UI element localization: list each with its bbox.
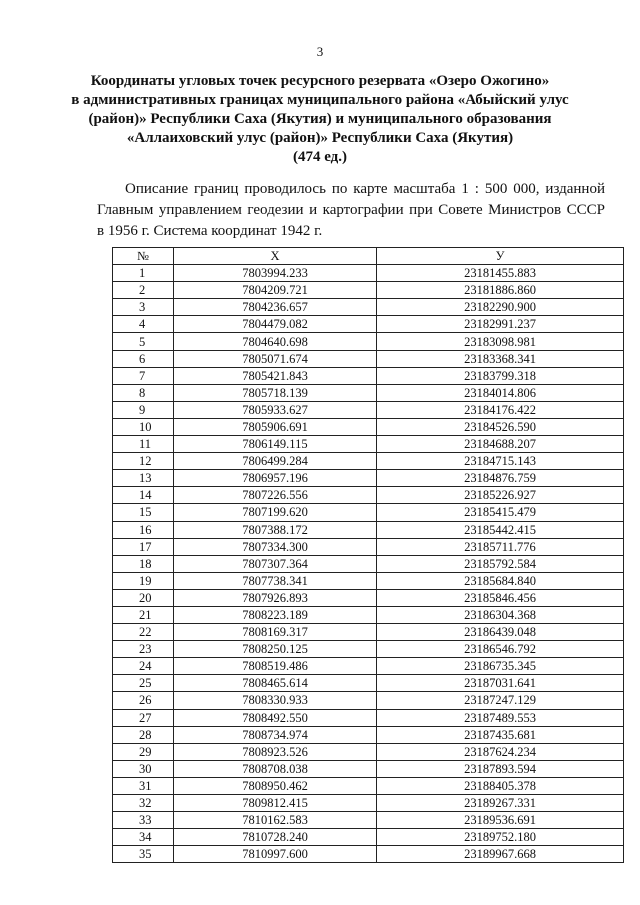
- point-number-cell: 16: [113, 521, 174, 538]
- document-title: [60, 72, 580, 167]
- x-coordinate-cell: 7806149.115: [174, 436, 377, 453]
- point-number-cell: 19: [113, 572, 174, 589]
- y-coordinate-cell: 23187624.234: [377, 743, 624, 760]
- point-number-cell: 31: [113, 777, 174, 794]
- x-coordinate-cell: 7804479.082: [174, 316, 377, 333]
- header-x: X: [174, 248, 377, 265]
- x-coordinate-cell: 7808923.526: [174, 743, 377, 760]
- table-row: [113, 572, 624, 589]
- point-number-cell: 24: [113, 658, 174, 675]
- y-coordinate-cell: 23184688.207: [377, 436, 624, 453]
- point-number-cell: 3: [113, 299, 174, 316]
- x-coordinate-cell: 7807334.300: [174, 538, 377, 555]
- table-row: [113, 692, 624, 709]
- table-row: [113, 709, 624, 726]
- point-number-cell: 33: [113, 812, 174, 829]
- y-coordinate-cell: 23181455.883: [377, 265, 624, 282]
- point-number-cell: 29: [113, 743, 174, 760]
- y-coordinate-cell: 23185415.479: [377, 504, 624, 521]
- table-row: [113, 384, 624, 401]
- coordinates-table: [112, 247, 624, 863]
- table-row: [113, 795, 624, 812]
- y-coordinate-cell: 23185846.456: [377, 589, 624, 606]
- point-number-cell: 13: [113, 470, 174, 487]
- coordinates-table-body: [113, 265, 624, 863]
- y-coordinate-cell: 23184176.422: [377, 401, 624, 418]
- point-number-cell: 22: [113, 624, 174, 641]
- x-coordinate-cell: 7807388.172: [174, 521, 377, 538]
- point-number-cell: 34: [113, 829, 174, 846]
- table-row: [113, 675, 624, 692]
- x-coordinate-cell: 7806499.284: [174, 453, 377, 470]
- table-row: [113, 282, 624, 299]
- x-coordinate-cell: 7808708.038: [174, 760, 377, 777]
- x-coordinate-cell: 7808465.614: [174, 675, 377, 692]
- y-coordinate-cell: 23181886.860: [377, 282, 624, 299]
- point-number-cell: 20: [113, 589, 174, 606]
- table-row: [113, 470, 624, 487]
- table-row: [113, 299, 624, 316]
- y-coordinate-cell: 23185226.927: [377, 487, 624, 504]
- x-coordinate-cell: 7805421.843: [174, 367, 377, 384]
- x-coordinate-cell: 7808519.486: [174, 658, 377, 675]
- table-row: [113, 589, 624, 606]
- x-coordinate-cell: 7807926.893: [174, 589, 377, 606]
- point-number-cell: 9: [113, 401, 174, 418]
- header-number: №: [113, 248, 174, 265]
- table-row: [113, 350, 624, 367]
- x-coordinate-cell: 7807738.341: [174, 572, 377, 589]
- x-coordinate-cell: 7809812.415: [174, 795, 377, 812]
- table-row: [113, 726, 624, 743]
- point-number-cell: 27: [113, 709, 174, 726]
- point-number-cell: 25: [113, 675, 174, 692]
- x-coordinate-cell: 7805071.674: [174, 350, 377, 367]
- table-row: [113, 777, 624, 794]
- x-coordinate-cell: 7803994.233: [174, 265, 377, 282]
- y-coordinate-cell: 23184876.759: [377, 470, 624, 487]
- x-coordinate-cell: 7804236.657: [174, 299, 377, 316]
- point-number-cell: 2: [113, 282, 174, 299]
- point-number-cell: 12: [113, 453, 174, 470]
- point-number-cell: 1: [113, 265, 174, 282]
- y-coordinate-cell: 23186439.048: [377, 624, 624, 641]
- point-number-cell: 14: [113, 487, 174, 504]
- y-coordinate-cell: 23187489.553: [377, 709, 624, 726]
- y-coordinate-cell: 23182991.237: [377, 316, 624, 333]
- table-row: [113, 829, 624, 846]
- table-row: [113, 521, 624, 538]
- table-row: [113, 333, 624, 350]
- y-coordinate-cell: 23185792.584: [377, 555, 624, 572]
- point-number-cell: 15: [113, 504, 174, 521]
- description-line: в 1956 г. Система координат 1942 г.: [97, 223, 323, 239]
- x-coordinate-cell: 7807307.364: [174, 555, 377, 572]
- table-row: [113, 760, 624, 777]
- x-coordinate-cell: 7804640.698: [174, 333, 377, 350]
- table-row: [113, 504, 624, 521]
- table-header-row: [113, 248, 624, 265]
- point-number-cell: 11: [113, 436, 174, 453]
- point-number-cell: 5: [113, 333, 174, 350]
- y-coordinate-cell: 23185442.415: [377, 521, 624, 538]
- header-y: У: [377, 248, 624, 265]
- table-row: [113, 418, 624, 435]
- y-coordinate-cell: 23182290.900: [377, 299, 624, 316]
- table-row: [113, 743, 624, 760]
- table-row: [113, 453, 624, 470]
- point-number-cell: 7: [113, 367, 174, 384]
- y-coordinate-cell: 23185684.840: [377, 572, 624, 589]
- title-line: в административных границах муниципального района «Абыйский улус: [71, 92, 569, 108]
- title-line: «Аллаиховский улус (район)» Республики Саха (Якутия): [126, 130, 514, 146]
- x-coordinate-cell: 7808734.974: [174, 726, 377, 743]
- y-coordinate-cell: 23186735.345: [377, 658, 624, 675]
- table-row: [113, 658, 624, 675]
- point-number-cell: 4: [113, 316, 174, 333]
- point-number-cell: 17: [113, 538, 174, 555]
- x-coordinate-cell: 7808169.317: [174, 624, 377, 641]
- y-coordinate-cell: 23184715.143: [377, 453, 624, 470]
- y-coordinate-cell: 23189267.331: [377, 795, 624, 812]
- point-number-cell: 28: [113, 726, 174, 743]
- point-number-cell: 35: [113, 846, 174, 863]
- x-coordinate-cell: 7805718.139: [174, 384, 377, 401]
- title-line: Координаты угловых точек ресурсного резервата «Озеро Ожогино»: [90, 73, 550, 89]
- table-row: [113, 641, 624, 658]
- y-coordinate-cell: 23187435.681: [377, 726, 624, 743]
- y-coordinate-cell: 23189536.691: [377, 812, 624, 829]
- table-row: [113, 436, 624, 453]
- table-row: [113, 624, 624, 641]
- point-number-cell: 6: [113, 350, 174, 367]
- y-coordinate-cell: 23183098.981: [377, 333, 624, 350]
- y-coordinate-cell: 23184014.806: [377, 384, 624, 401]
- point-number-cell: 30: [113, 760, 174, 777]
- description-line: Главным управлением геодезии и картографии при Совете Министров СССР: [97, 202, 605, 218]
- table-row: [113, 846, 624, 863]
- table-row: [113, 606, 624, 623]
- point-number-cell: 23: [113, 641, 174, 658]
- title-line: (474 ед.): [292, 149, 348, 165]
- x-coordinate-cell: 7808330.933: [174, 692, 377, 709]
- x-coordinate-cell: 7810728.240: [174, 829, 377, 846]
- y-coordinate-cell: 23185711.776: [377, 538, 624, 555]
- table-row: [113, 487, 624, 504]
- y-coordinate-cell: 23187247.129: [377, 692, 624, 709]
- point-number-cell: 10: [113, 418, 174, 435]
- y-coordinate-cell: 23189967.668: [377, 846, 624, 863]
- x-coordinate-cell: 7808250.125: [174, 641, 377, 658]
- point-number-cell: 32: [113, 795, 174, 812]
- y-coordinate-cell: 23189752.180: [377, 829, 624, 846]
- point-number-cell: 21: [113, 606, 174, 623]
- page-number: 3: [316, 44, 324, 59]
- table-row: [113, 265, 624, 282]
- x-coordinate-cell: 7806957.196: [174, 470, 377, 487]
- x-coordinate-cell: 7808950.462: [174, 777, 377, 794]
- y-coordinate-cell: 23187893.594: [377, 760, 624, 777]
- y-coordinate-cell: 23187031.641: [377, 675, 624, 692]
- x-coordinate-cell: 7807226.556: [174, 487, 377, 504]
- title-line: (район)» Республики Саха (Якутия) и муниципального образования: [88, 111, 552, 127]
- x-coordinate-cell: 7810997.600: [174, 846, 377, 863]
- description-paragraph: [97, 179, 605, 242]
- y-coordinate-cell: 23183799.318: [377, 367, 624, 384]
- table-row: [113, 555, 624, 572]
- table-row: [113, 538, 624, 555]
- x-coordinate-cell: 7804209.721: [174, 282, 377, 299]
- y-coordinate-cell: 23186304.368: [377, 606, 624, 623]
- description-line: Описание границ проводилось по карте масштаба 1 : 500 000, изданной: [125, 181, 605, 197]
- table-row: [113, 812, 624, 829]
- table-row: [113, 401, 624, 418]
- point-number-cell: 8: [113, 384, 174, 401]
- x-coordinate-cell: 7807199.620: [174, 504, 377, 521]
- y-coordinate-cell: 23186546.792: [377, 641, 624, 658]
- y-coordinate-cell: 23183368.341: [377, 350, 624, 367]
- y-coordinate-cell: 23184526.590: [377, 418, 624, 435]
- x-coordinate-cell: 7805906.691: [174, 418, 377, 435]
- x-coordinate-cell: 7805933.627: [174, 401, 377, 418]
- x-coordinate-cell: 7808492.550: [174, 709, 377, 726]
- x-coordinate-cell: 7810162.583: [174, 812, 377, 829]
- point-number-cell: 18: [113, 555, 174, 572]
- table-row: [113, 316, 624, 333]
- point-number-cell: 26: [113, 692, 174, 709]
- x-coordinate-cell: 7808223.189: [174, 606, 377, 623]
- y-coordinate-cell: 23188405.378: [377, 777, 624, 794]
- table-row: [113, 367, 624, 384]
